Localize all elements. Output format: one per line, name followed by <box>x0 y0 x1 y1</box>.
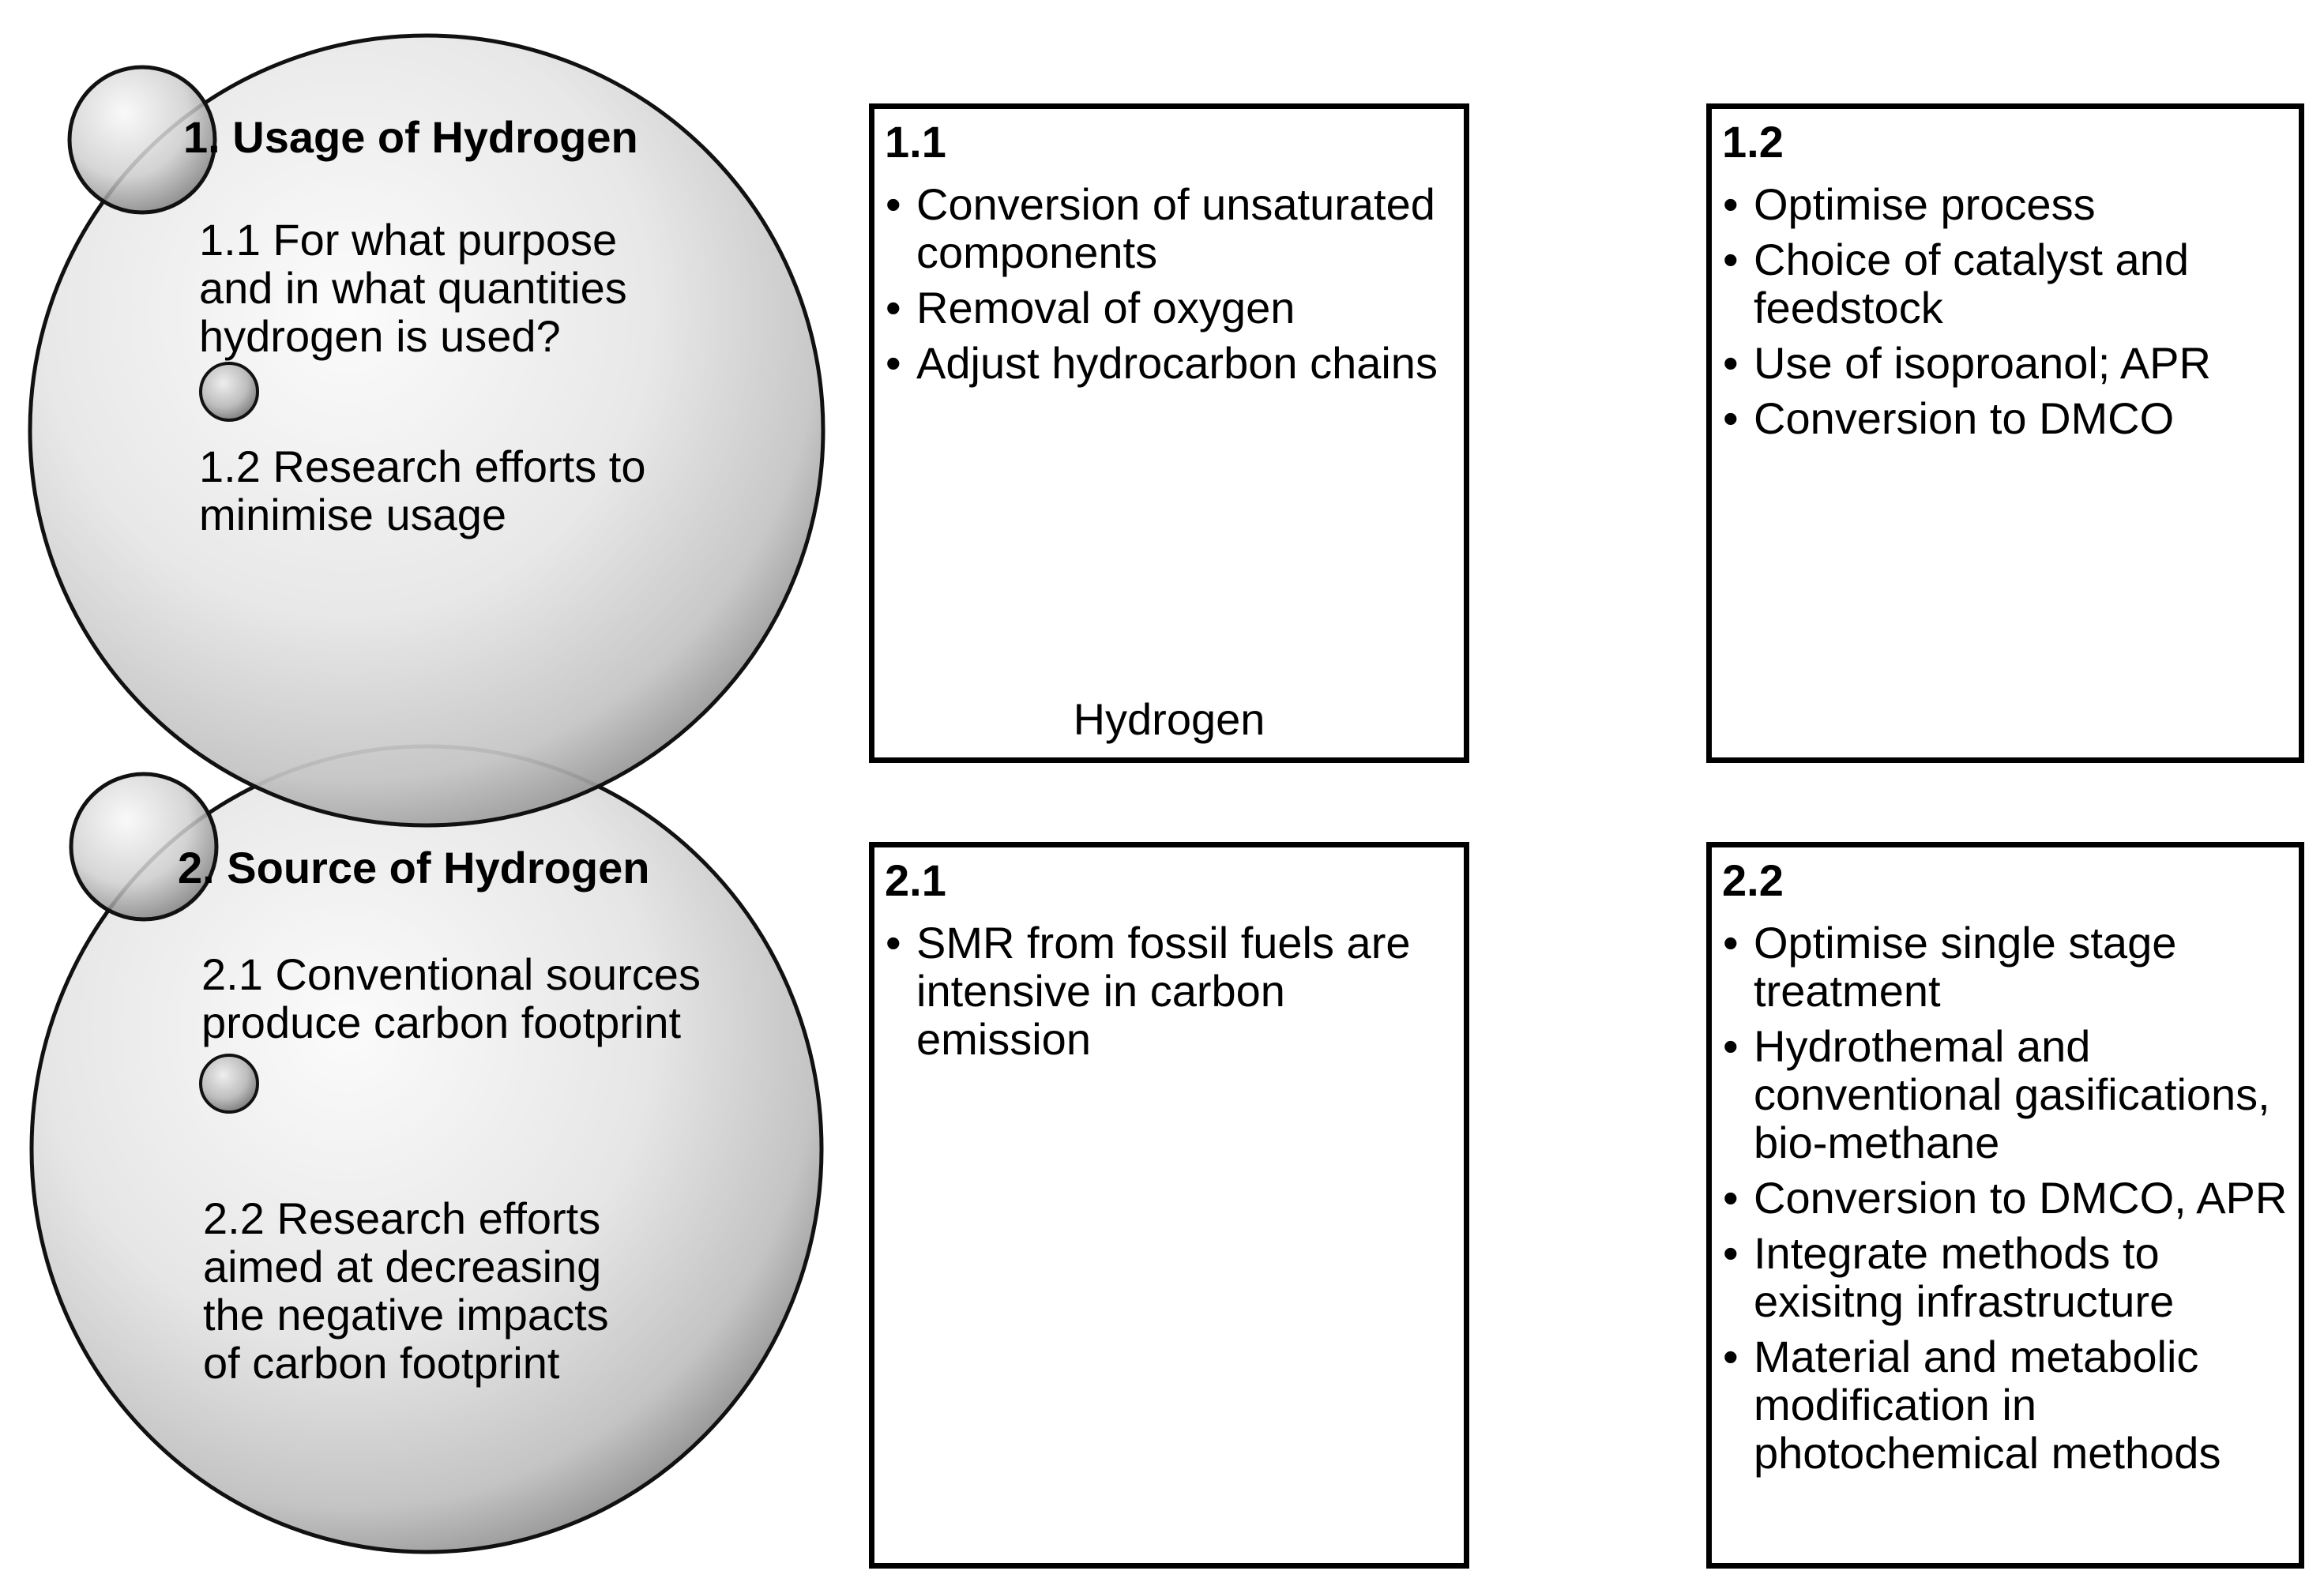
box-2-2-item-text: Hydrothemal and conventional gasifications, bio-methane <box>1754 1021 2270 1167</box>
bubble-1-dot <box>201 363 258 420</box>
box-1-1-item-text: Conversion of unsaturated components <box>916 179 1435 277</box>
bullet-icon: • <box>1723 393 1739 443</box>
box-1-2 <box>1706 103 2304 763</box>
box-1-2-item-text: Conversion to DMCO <box>1754 393 2175 443</box>
box-2-2-item-text: Material and metabolic modification in photochemical methods <box>1754 1332 2221 1478</box>
bullet-icon: • <box>1723 235 1739 284</box>
box-2-2-item <box>1712 1022 2299 1167</box>
box-1-1-item <box>874 284 1464 332</box>
box-1-1-footer: Hydrogen <box>1073 694 1265 744</box>
box-1-1-item-text: Adjust hydrocarbon chains <box>916 338 1438 388</box>
box-2-1-item <box>874 919 1464 1063</box>
box-1-1-list <box>874 180 1464 394</box>
box-2-2-item-text: Optimise single stage treatment <box>1754 918 2177 1016</box>
bullet-icon: • <box>1723 338 1739 388</box>
bullet-icon: • <box>1723 1021 1739 1071</box>
box-2-2-item <box>1712 1332 2299 1477</box>
box-1-2-list <box>1712 180 2299 449</box>
box-2-2 <box>1706 842 2304 1569</box>
bubble-2-item-1: 2.1 Conventional sources produce carbon footprint <box>201 949 701 1047</box>
box-2-1-item-text: SMR from fossil fuels are intensive in carbon emission <box>916 918 1411 1064</box>
bullet-icon: • <box>1723 1173 1739 1223</box>
bubble-2-dot <box>201 1055 258 1112</box>
box-1-1-item <box>874 339 1464 387</box>
box-1-2-item-text: Optimise process <box>1754 179 2096 229</box>
box-2-1-list <box>874 919 1464 1070</box>
bubble-2-title: 2. Source of Hydrogen <box>178 843 650 892</box>
box-2-2-item-text: Conversion to DMCO, APR <box>1754 1173 2288 1223</box>
box-1-2-item-text: Choice of catalyst and feedstock <box>1754 235 2189 333</box>
box-2-2-item-text: Integrate methods to exisitng infrastructure <box>1754 1228 2175 1326</box>
box-1-2-heading: 1.2 <box>1722 117 1784 167</box>
box-1-2-item <box>1712 235 2299 332</box>
bubble-1-title: 1. Usage of Hydrogen <box>183 112 638 162</box>
box-2-2-item <box>1712 1229 2299 1325</box>
bullet-icon: • <box>886 338 901 388</box>
box-2-2-heading: 2.2 <box>1722 855 1784 905</box>
box-2-1-heading: 2.1 <box>885 855 946 905</box>
box-2-2-item <box>1712 1174 2299 1222</box>
box-1-2-item <box>1712 180 2299 228</box>
bubble-1-item-2: 1.2 Research efforts to minimise usage <box>199 442 646 539</box>
bubble-2-item-2: 2.2 Research efforts aimed at decreasing the negative impacts of carbon footprint <box>203 1193 609 1388</box>
box-1-1-item <box>874 180 1464 276</box>
bullet-icon: • <box>1723 1332 1739 1381</box>
bullet-icon: • <box>886 179 901 229</box>
box-1-1-heading: 1.1 <box>885 117 946 167</box>
box-2-2-item <box>1712 919 2299 1015</box>
bullet-icon: • <box>886 918 901 968</box>
box-1-2-item <box>1712 339 2299 387</box>
box-2-2-list <box>1712 919 2299 1484</box>
bubble-1-item-1: 1.1 For what purpose and in what quantities hydrogen is used? <box>199 215 627 361</box>
box-1-2-item-text: Use of isoproanol; APR <box>1754 338 2211 388</box>
box-1-1-item-text: Removal of oxygen <box>916 283 1295 333</box>
bullet-icon: • <box>1723 179 1739 229</box>
box-1-2-item <box>1712 394 2299 442</box>
bullet-icon: • <box>886 283 901 333</box>
bullet-icon: • <box>1723 918 1739 968</box>
box-2-1 <box>869 842 1469 1569</box>
box-1-1 <box>869 103 1469 763</box>
bullet-icon: • <box>1723 1228 1739 1278</box>
